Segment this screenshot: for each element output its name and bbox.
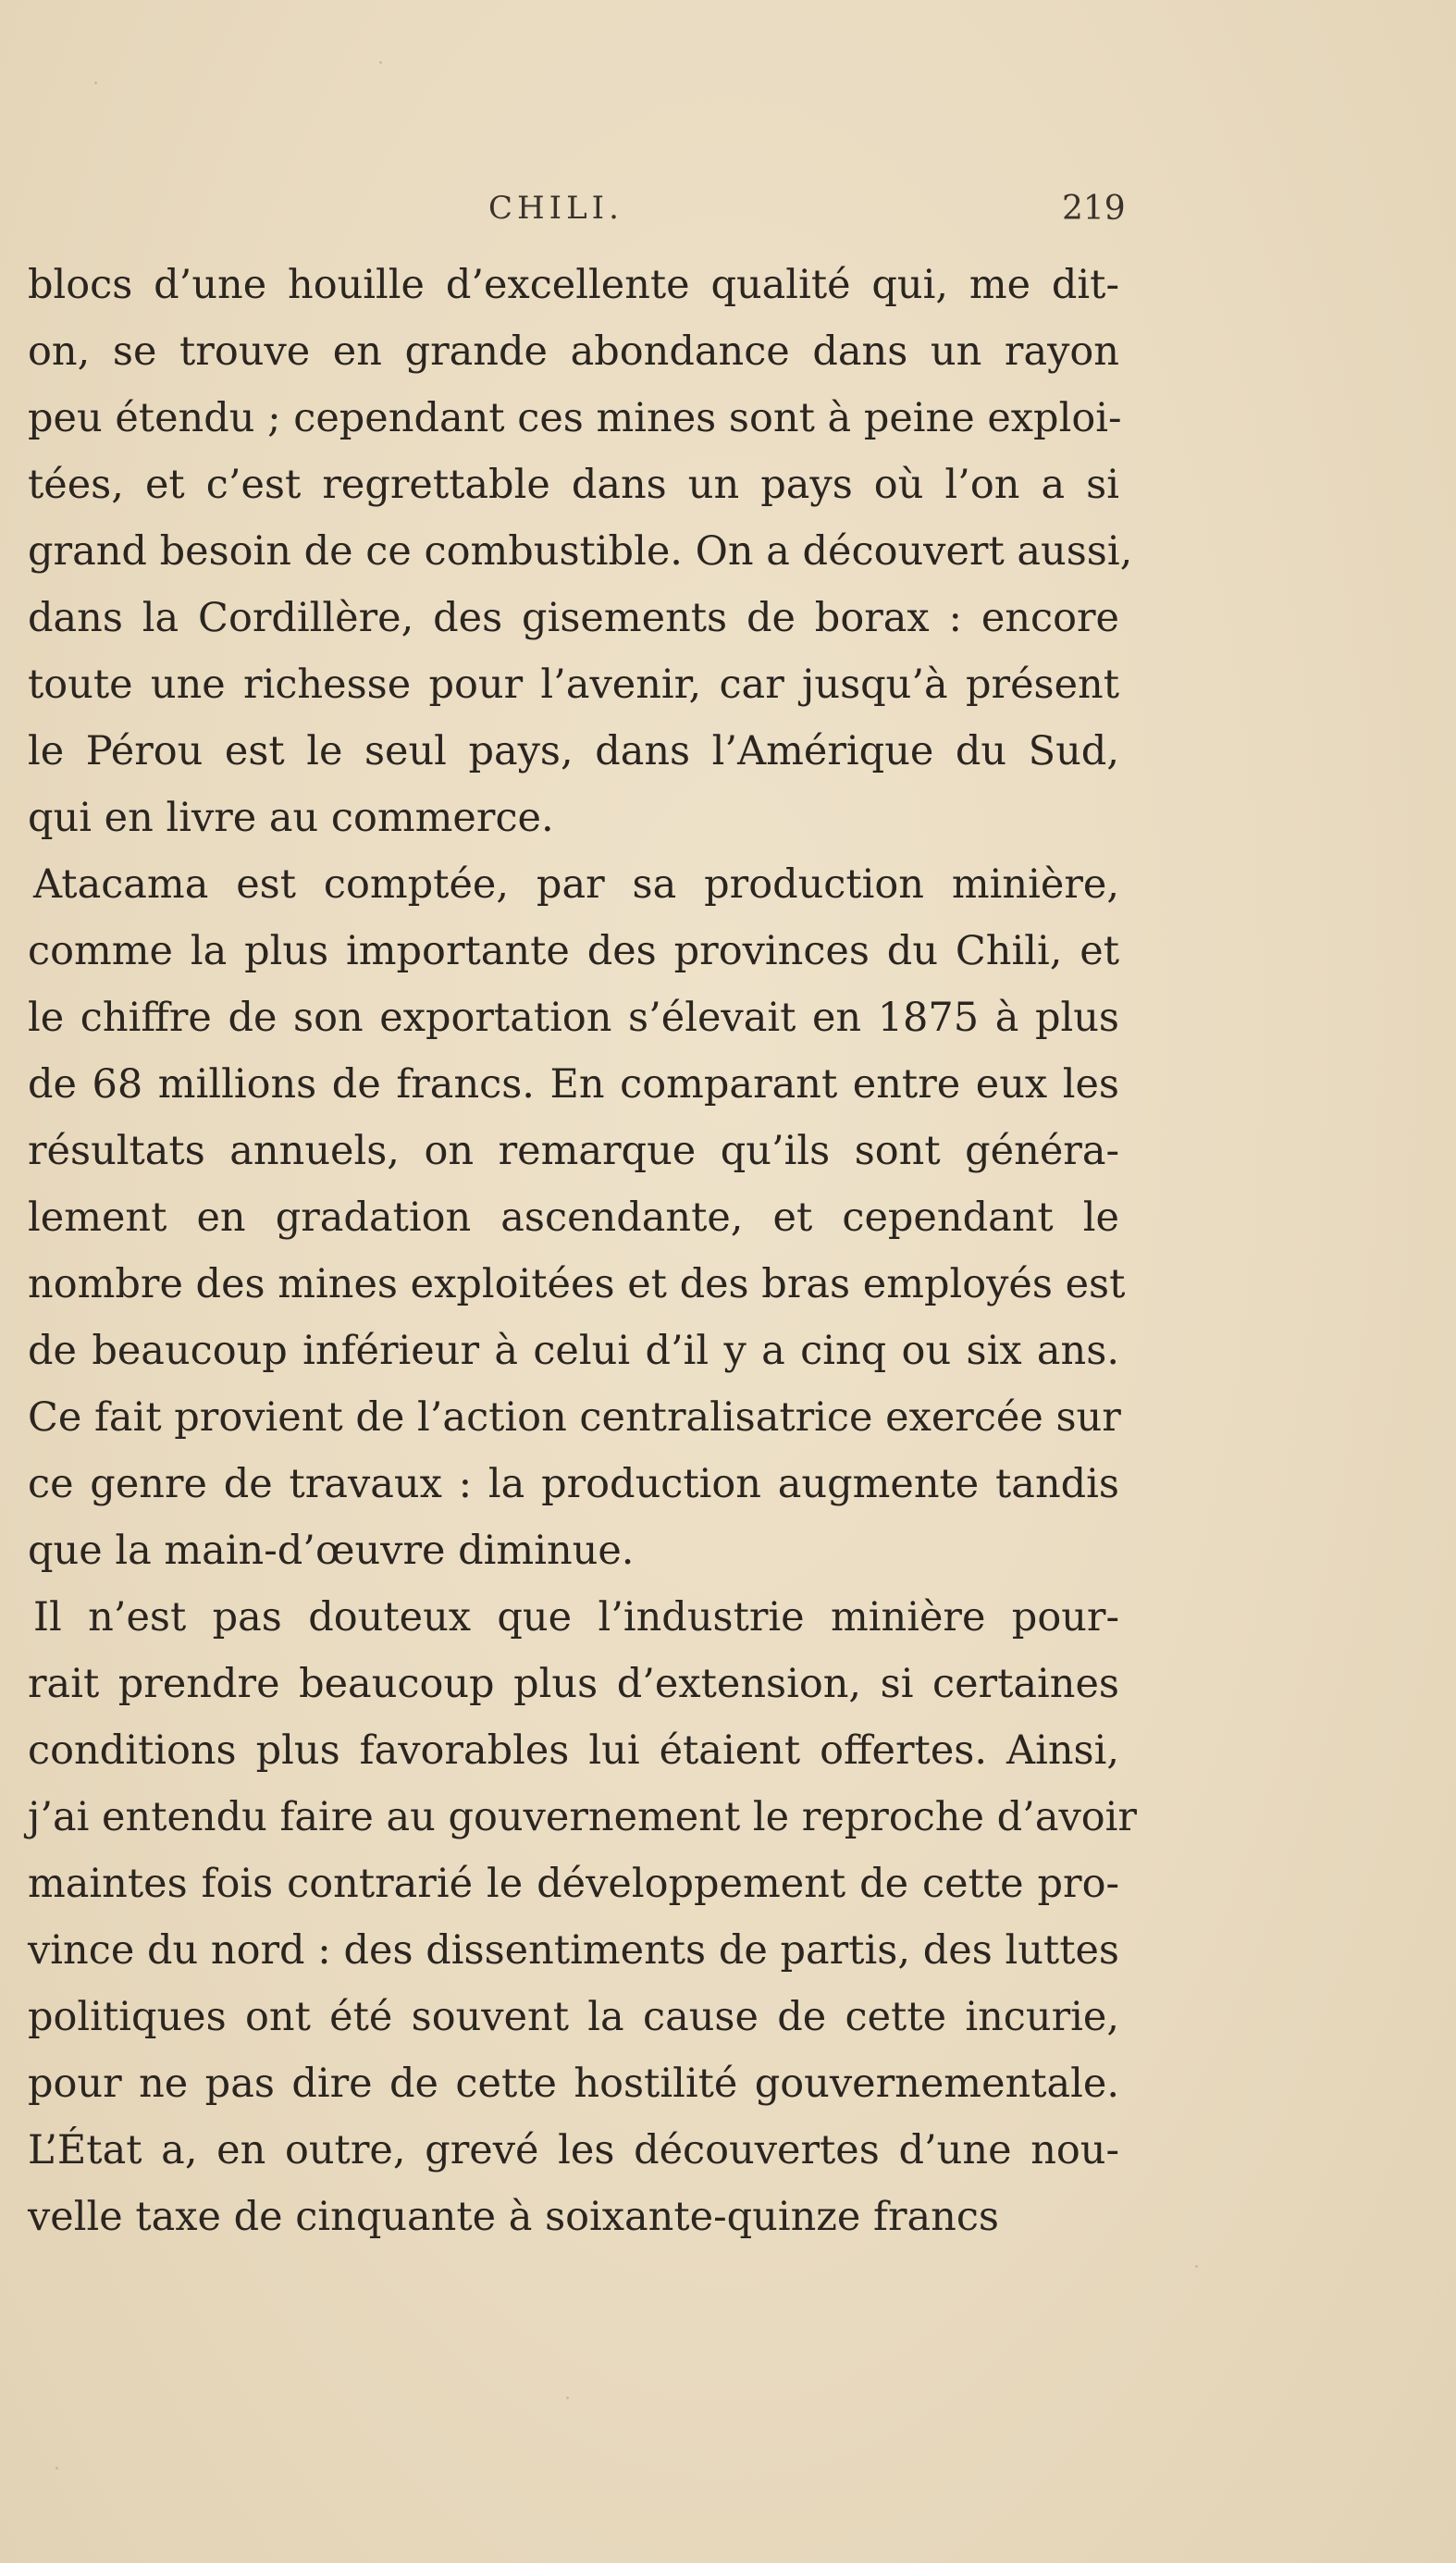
text-line: conditions plus favorables lui étaient offertes. Ainsi, — [28, 1727, 1119, 1774]
paragraph-1 — [28, 252, 1133, 851]
body-text — [28, 252, 1137, 2250]
paper-speck — [566, 2396, 569, 2399]
paper-speck — [56, 2467, 58, 2470]
paper-speck — [94, 81, 97, 84]
text-line: Atacama est comptée, par sa production minière, — [33, 861, 1119, 908]
text-line: rait prendre beaucoup plus d’extension, si certaines — [28, 1661, 1119, 1707]
text-line: lement en gradation ascendante, et cependant le — [28, 1195, 1119, 1241]
text-line: pour ne pas dire de cette hostilité gouvernementale. — [28, 2061, 1119, 2107]
page-number: 219 — [1062, 190, 1126, 228]
text-line: politiques ont été souvent la cause de cette incurie, — [28, 1994, 1119, 2040]
text-line: velle taxe de cinquante à soixante-quinze francs — [28, 2194, 999, 2240]
text-line: peu étendu ; cependant ces mines sont à peine exploi- — [28, 395, 1122, 441]
text-line: on, se trouve en grande abondance dans un rayon — [28, 328, 1119, 375]
text-line: le chiffre de son exportation s’élevait en 1875 à plus — [28, 995, 1119, 1041]
text-line: que la main-d’œuvre diminue. — [28, 1528, 635, 1574]
text-line: nombre des mines exploitées et des bras employés est — [28, 1261, 1126, 1307]
text-line: dans la Cordillère, des gisements de borax : encore — [28, 595, 1119, 641]
text-line: ce genre de travaux : la production augmente tandis — [28, 1461, 1119, 1507]
text-line: blocs d’une houille d’excellente qualité qui, me dit- — [28, 262, 1119, 308]
text-line: toute une richesse pour l’avenir, car jusqu’à présent — [28, 662, 1119, 708]
page-header — [0, 190, 1456, 236]
text-line: qui en livre au commerce. — [28, 795, 554, 841]
text-line: comme la plus importante des provinces du Chili, et — [28, 928, 1119, 974]
paper-speck — [1195, 2265, 1198, 2268]
text-line: vince du nord : des dissentiments de partis, des luttes — [28, 1927, 1119, 1974]
text-line: de beaucoup inférieur à celui d’il y a cinq ou six ans. — [28, 1328, 1119, 1374]
text-line: j’ai entendu faire au gouvernement le reproche d’avoir — [28, 1794, 1137, 1840]
running-title: CHILI. — [488, 190, 623, 227]
text-line: L’État a, en outre, grevé les découvertes d’une nou- — [28, 2127, 1119, 2173]
text-line: le Pérou est le seul pays, dans l’Amérique du Sud, — [28, 728, 1119, 774]
paper-speck — [379, 61, 382, 64]
text-line: grand besoin de ce combustible. On a découvert aussi, — [28, 528, 1133, 575]
paragraph-3 — [28, 1584, 1137, 2250]
text-line: Ce fait provient de l’action centralisatrice exercée sur — [28, 1394, 1121, 1441]
text-line: tées, et c’est regrettable dans un pays où l’on a si — [28, 462, 1119, 508]
text-line: Il n’est pas douteux que l’industrie minière pour- — [33, 1594, 1119, 1641]
text-line: résultats annuels, on remarque qu’ils sont généra- — [28, 1128, 1119, 1174]
text-line: de 68 millions de francs. En comparant entre eux les — [28, 1061, 1119, 1108]
text-line: maintes fois contrarié le développement de cette pro- — [28, 1861, 1119, 1907]
paragraph-2 — [28, 851, 1126, 1584]
